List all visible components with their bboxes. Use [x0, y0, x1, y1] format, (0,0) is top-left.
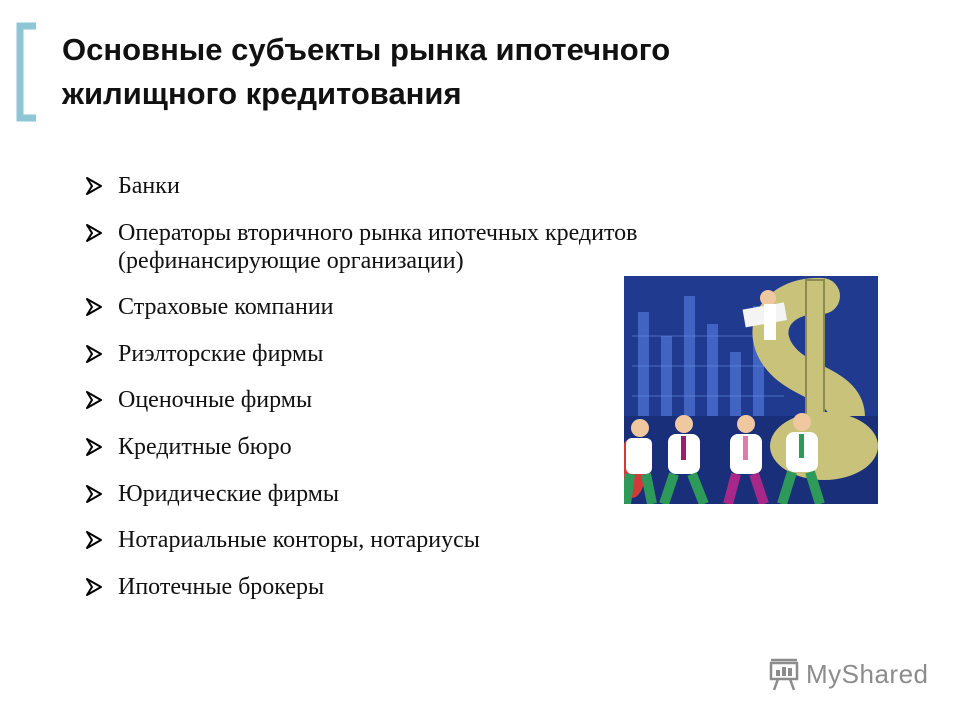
- bullet-item: [84, 526, 844, 554]
- bullet-text: Кредитные бюро: [118, 433, 292, 460]
- bullet-text: Операторы вторичного рынка ипотечных кредитов (рефинансирующие организации): [118, 219, 638, 274]
- slide-title-line-1: Основные субъекты рынка ипотечного: [62, 32, 671, 67]
- presentation-board-icon: [768, 656, 802, 692]
- arrow-bullet-icon: [84, 297, 104, 317]
- myshared-watermark: [768, 656, 928, 692]
- arrow-bullet-icon: [84, 484, 104, 504]
- slide-title: [62, 28, 902, 116]
- bullet-item: [84, 573, 844, 601]
- bullet-item: [84, 219, 844, 275]
- bullet-text: Риэлторские фирмы: [118, 340, 324, 367]
- arrow-bullet-icon: [84, 390, 104, 410]
- bullet-text: Банки: [118, 173, 180, 199]
- bullet-text: Нотариальные конторы, нотариусы: [118, 527, 480, 554]
- arrow-bullet-icon: [84, 176, 104, 196]
- bullet-text: Страховые компании: [118, 294, 334, 321]
- arrow-bullet-icon: [84, 577, 104, 597]
- watermark-text: MyShared: [806, 659, 929, 689]
- arrow-bullet-icon: [84, 437, 104, 457]
- bullet-text: Юридические фирмы: [118, 480, 340, 507]
- bullet-text: Оценочные фирмы: [118, 387, 313, 414]
- business-clipart-image: [624, 276, 878, 504]
- arrow-bullet-icon: [84, 530, 104, 550]
- business-people-dollar-icon: [624, 276, 878, 504]
- bullet-text: Ипотечные брокеры: [118, 573, 325, 600]
- bullet-item: [84, 172, 844, 200]
- arrow-bullet-icon: [84, 344, 104, 364]
- arrow-bullet-icon: [84, 223, 104, 243]
- slide-title-line-2: жилищного кредитования: [62, 76, 462, 111]
- title-bracket-decoration: [14, 22, 38, 122]
